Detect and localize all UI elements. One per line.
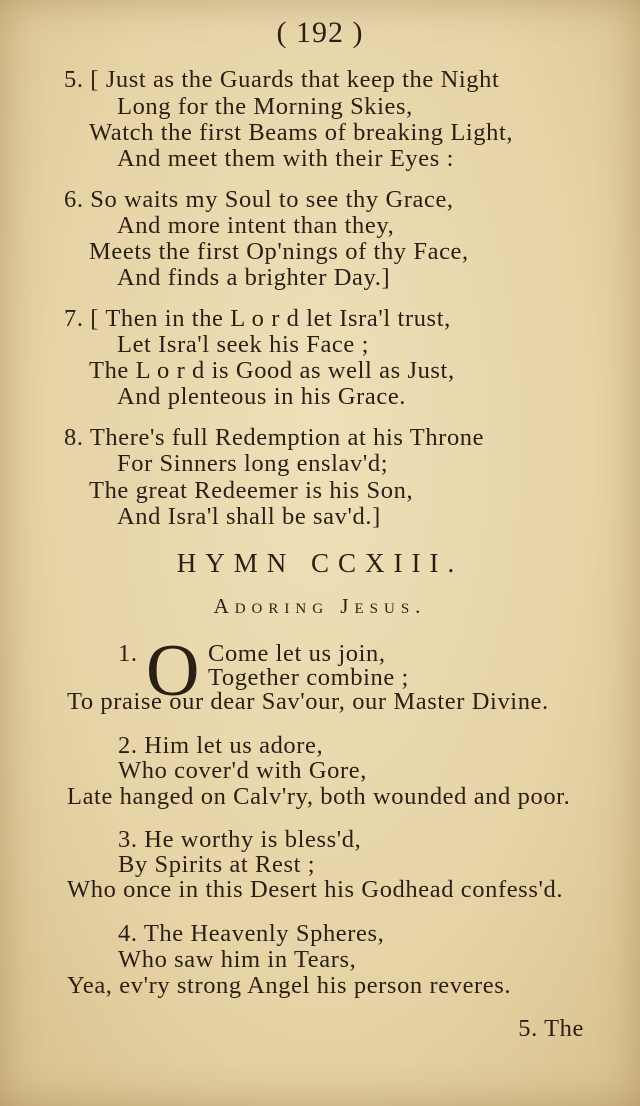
verse-7-line-2: Let Isra'l seek his Face ; (117, 331, 369, 358)
hymn-verse-2-line-3: Late hanged on Calv'ry, both wounded and poor. (67, 783, 571, 810)
verse-7-line-4: And plenteous in his Grace. (117, 383, 407, 410)
hymn-verse-2-line-2: Who cover'd with Gore, (118, 757, 367, 784)
hymn-verse-1-line-2: Together combine ; (208, 664, 409, 691)
verse-7-line-3: The L o r d is Good as well as Just, (89, 357, 455, 384)
page-number: ( 192 ) (276, 16, 364, 49)
hymn-verse-3-line-3: Who once in this Desert his Godhead confess'd. (67, 876, 564, 903)
verse-8-line-3: The great Redeemer is his Son, (89, 477, 414, 504)
verse-8-line-1: 8. There's full Redemption at his Throne (64, 424, 485, 451)
verse-6-line-4: And finds a brighter Day.] (117, 264, 391, 291)
hymn-verse-4-line-1: 4. The Heavenly Spheres, (118, 920, 385, 947)
verse-7-line-1: 7. [ Then in the L o r d let Isra'l trust, (64, 305, 451, 332)
verse-5-line-4: And meet them with their Eyes : (117, 145, 455, 172)
hymn-verse-3-line-2: By Spirits at Rest ; (118, 851, 316, 878)
hymn-verse-4-line-2: Who saw him in Tears, (118, 946, 357, 973)
hymn-verse-1-line-3: To praise our dear Sav'our, our Master Divine. (67, 688, 549, 715)
drop-cap-letter: O (146, 630, 200, 712)
verse-5-line-2: Long for the Morning Skies, (117, 93, 413, 120)
verse-5-line-1: 5. [ Just as the Guards that keep the Night (64, 66, 500, 93)
hymn-verse-4-line-3: Yea, ev'ry strong Angel his person reveres. (67, 972, 512, 999)
verse-6-line-2: And more intent than they, (117, 212, 395, 239)
hymn-title: HYMN CCXIII. (176, 548, 464, 578)
hymn-subtitle: Adoring Jesus. (213, 594, 427, 618)
verse-8-line-2: For Sinners long enslav'd; (117, 450, 389, 477)
hymn-verse-3-line-1: 3. He worthy is bless'd, (118, 826, 362, 853)
verse-6-line-1: 6. So waits my Soul to see thy Grace, (64, 186, 454, 213)
hymn-verse-2-line-1: 2. Him let us adore, (118, 732, 324, 759)
hymn-verse-1-number: 1. (118, 640, 138, 667)
verse-6-line-3: Meets the first Op'nings of thy Face, (89, 238, 469, 265)
verse-8-line-4: And Isra'l shall be sav'd.] (117, 503, 381, 530)
verse-5-line-3: Watch the first Beams of breaking Light, (89, 119, 514, 146)
hymn-verse-1-line-1: Come let us join, (208, 640, 386, 667)
catchword: 5. The (518, 1015, 584, 1042)
